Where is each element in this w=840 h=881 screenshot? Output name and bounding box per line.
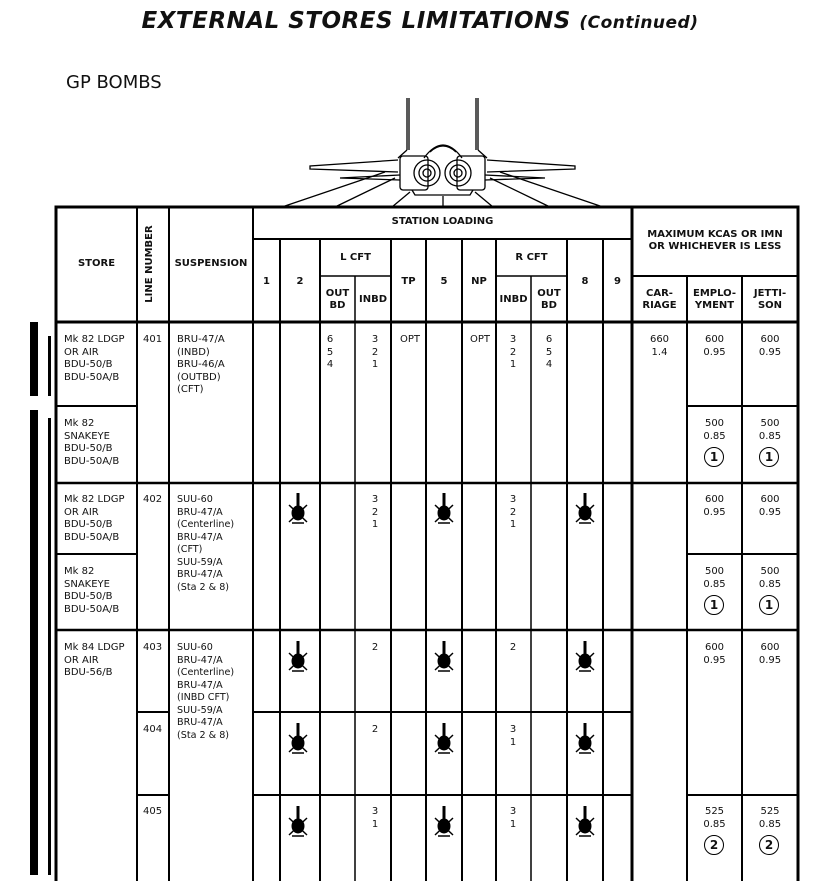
bomb-symbol-icon bbox=[286, 493, 310, 527]
note-circle: 1 bbox=[704, 447, 724, 467]
section-heading: GP BOMBS bbox=[66, 72, 162, 93]
l-inbd-cell: 3 2 1 bbox=[371, 494, 379, 530]
l-outbd-cell: 6 5 4 bbox=[326, 334, 334, 370]
jettison-cell: 525 0.85 bbox=[758, 806, 782, 830]
employment-cell: 500 0.85 bbox=[703, 418, 726, 442]
note-circle: 2 bbox=[704, 835, 724, 855]
line-number-cell: 404 bbox=[143, 724, 163, 735]
header-l-inbd: INBD bbox=[358, 294, 387, 305]
suspension-cell: SUU-60 BRU-47/A (Centerline) BRU-47/A (CFT) SUU-59/A BRU-47/A (Sta 2 & 8) bbox=[177, 494, 235, 593]
bomb-symbol-icon bbox=[432, 641, 456, 675]
page-title: EXTERNAL STORES LIMITATIONS (Continued) bbox=[141, 8, 699, 34]
header-l-cft: L CFT bbox=[340, 252, 371, 263]
l-inbd-cell: 3 2 1 bbox=[371, 334, 379, 370]
bomb-symbol-icon bbox=[432, 723, 456, 757]
header-np: NP bbox=[471, 276, 487, 287]
header-r-cft: R CFT bbox=[515, 252, 548, 263]
line-number-cell: 403 bbox=[143, 642, 163, 653]
note-circle: 1 bbox=[704, 595, 724, 615]
header-station-2: 2 bbox=[296, 276, 304, 287]
header-station-9: 9 bbox=[614, 276, 621, 287]
store-cell: Mk 82 LDGP OR AIR BDU-50/B BDU-50A/B bbox=[64, 494, 125, 543]
suspension-cell: SUU-60 BRU-47/A (Centerline) BRU-47/A (INBD CFT) SUU-59/A BRU-47/A (Sta 2 & 8) bbox=[177, 642, 235, 741]
line-number-cell: 401 bbox=[143, 334, 163, 345]
line-number-cell: 402 bbox=[143, 494, 163, 505]
header-station-8: 8 bbox=[581, 276, 589, 287]
l-inbd-cell: 2 bbox=[371, 724, 379, 735]
bomb-symbol-icon bbox=[573, 493, 597, 527]
header-r-inbd: INBD bbox=[499, 294, 528, 305]
employment-cell: 600 0.95 bbox=[703, 494, 726, 518]
note-circle: 1 bbox=[759, 447, 779, 467]
employment-cell: 525 0.85 bbox=[703, 806, 726, 830]
employment-cell: 600 0.95 bbox=[703, 334, 726, 358]
l-inbd-cell: 3 1 bbox=[371, 806, 379, 830]
bomb-symbol-icon bbox=[573, 641, 597, 675]
l-inbd-cell: 2 bbox=[371, 642, 379, 653]
store-cell: Mk 82 LDGP OR AIR BDU-50/B BDU-50A/B bbox=[64, 334, 125, 383]
carriage-cell: 660 1.4 bbox=[649, 334, 670, 358]
tp-cell: OPT bbox=[400, 334, 421, 345]
header-l-outbd: OUT BD bbox=[325, 288, 350, 311]
header-tp: TP bbox=[401, 276, 416, 287]
jettison-cell: 600 0.95 bbox=[758, 642, 782, 666]
np-cell: OPT bbox=[470, 334, 491, 345]
r-inbd-cell: 2 bbox=[509, 642, 517, 653]
bomb-symbol-icon bbox=[286, 723, 310, 757]
suspension-cell: BRU-47/A (INBD) BRU-46/A (OUTBD) (CFT) bbox=[177, 334, 225, 395]
header-suspension: SUSPENSION bbox=[174, 258, 248, 269]
header-employment: EMPLO- YMENT bbox=[693, 288, 736, 311]
header-jettison: JETTI- SON bbox=[753, 288, 787, 311]
r-inbd-cell: 3 1 bbox=[509, 724, 517, 748]
store-cell: Mk 84 LDGP OR AIR BDU-56/B bbox=[64, 642, 125, 678]
store-cell: Mk 82 SNAKEYE BDU-50/B BDU-50A/B bbox=[64, 566, 120, 615]
note-circle: 1 bbox=[759, 595, 779, 615]
jettison-cell: 600 0.95 bbox=[758, 494, 782, 518]
header-store: STORE bbox=[77, 258, 116, 269]
bomb-symbol-icon bbox=[286, 806, 310, 840]
header-carriage: CAR- RIAGE bbox=[642, 288, 677, 311]
bomb-symbol-icon bbox=[573, 806, 597, 840]
store-cell: Mk 82 SNAKEYE BDU-50/B BDU-50A/B bbox=[64, 418, 120, 467]
employment-cell: 500 0.85 bbox=[703, 566, 726, 590]
header-station-1: 1 bbox=[263, 276, 270, 287]
jettison-cell: 600 0.95 bbox=[758, 334, 782, 358]
bomb-symbol-icon bbox=[286, 641, 310, 675]
note-circle: 2 bbox=[759, 835, 779, 855]
header-station-loading: STATION LOADING bbox=[391, 216, 494, 227]
r-inbd-cell: 3 2 1 bbox=[509, 334, 517, 370]
line-number-cell: 405 bbox=[143, 806, 163, 817]
header-line-number: LINE NUMBER bbox=[144, 225, 155, 303]
bomb-symbol-icon bbox=[573, 723, 597, 757]
header-station-5: 5 bbox=[440, 276, 448, 287]
jettison-cell: 500 0.85 bbox=[758, 566, 782, 590]
bomb-symbol-icon bbox=[432, 493, 456, 527]
header-max-kcas: MAXIMUM KCAS OR IMN OR WHICHEVER IS LESS bbox=[647, 229, 783, 252]
r-inbd-cell: 3 2 1 bbox=[509, 494, 517, 530]
r-outbd-cell: 6 5 4 bbox=[545, 334, 553, 370]
jettison-cell: 500 0.85 bbox=[758, 418, 782, 442]
employment-cell: 600 0.95 bbox=[703, 642, 726, 666]
r-inbd-cell: 3 1 bbox=[509, 806, 517, 830]
header-r-outbd: OUT BD bbox=[537, 288, 561, 311]
bomb-symbol-icon bbox=[432, 806, 456, 840]
